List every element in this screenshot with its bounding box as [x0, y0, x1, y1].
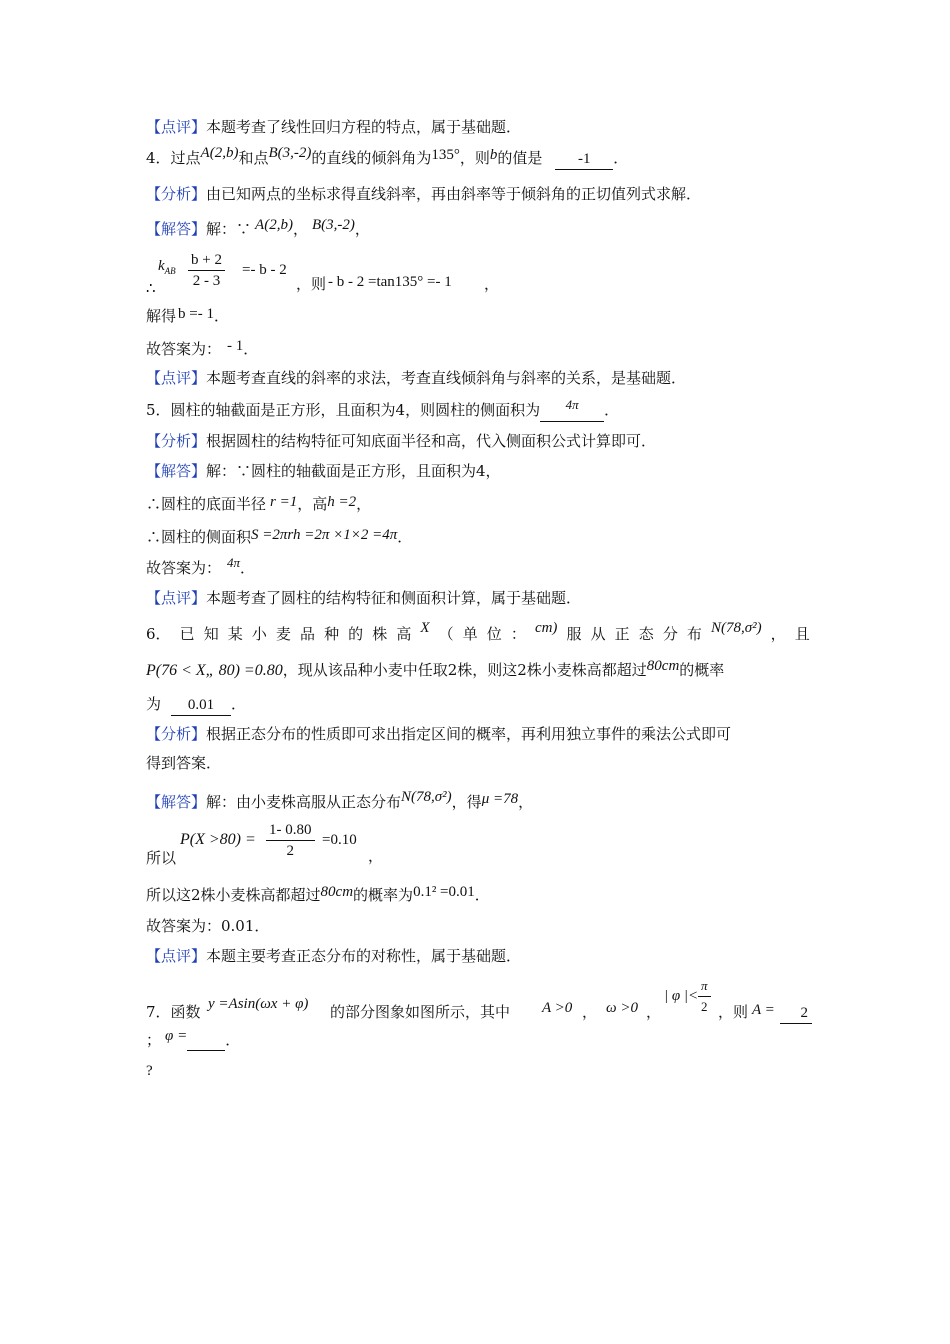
semicolon: ； — [146, 1031, 162, 1049]
analysis-text: 根据圆柱的结构特征可知底面半径和高，代入侧面积公式计算即可． — [206, 432, 657, 450]
question-text: 的值是 — [497, 149, 543, 167]
condition-a: A >0 — [542, 1000, 573, 1016]
solution-text: 解：∵ — [206, 220, 252, 238]
answer-value: 2 — [800, 1005, 808, 1021]
question-char: 已 — [179, 625, 195, 643]
math-x: X — [420, 620, 430, 636]
analysis-tag: 【分析】 — [146, 432, 207, 450]
fraction-denominator: 2 - 3 — [192, 273, 221, 289]
question-text: ，则 — [718, 1003, 749, 1021]
p7-figure-placeholder — [146, 1060, 810, 1081]
question-text: ，现从该品种小麦中任取2株，则这2株小麦株高都超过 — [282, 661, 647, 679]
p5-answer: 故答案为： 4π． — [146, 555, 256, 577]
therefore-symbol: ∴ — [146, 279, 156, 297]
probability-result: 0.1² =0.01 — [413, 884, 475, 900]
question-char: 正 — [614, 625, 630, 643]
question-char: 分 — [662, 625, 678, 643]
analysis-tag: 【分析】 — [146, 185, 207, 203]
question-text: 5．圆柱的轴截面是正方形，且面积为4，则圆柱的侧面积为 — [146, 401, 541, 419]
question-char: 的 — [348, 625, 364, 643]
prob-rhs: =0.10 — [322, 832, 357, 848]
question-char: 小 — [251, 625, 267, 643]
mu-expression: μ =78 — [481, 791, 519, 807]
fraction-denominator: 2 — [701, 999, 708, 1014]
condition-omega: ω >0 — [606, 1000, 638, 1016]
math-height: 80cm — [320, 884, 354, 900]
question-text: ，则 — [459, 149, 490, 167]
analysis-text: 由已知两点的坐标求得直线斜率，再由斜率等于倾斜角的正切值列式求解． — [206, 185, 702, 203]
solve-expression: b =- 1 — [178, 306, 214, 322]
question-char: 品 — [300, 625, 316, 643]
solution-text: ，高 — [297, 495, 328, 513]
height-expression: h =2 — [327, 494, 357, 510]
p7-question — [146, 980, 810, 1024]
solution-tag: 【解答】 — [146, 220, 207, 238]
k-label: k — [158, 258, 165, 274]
answer-value: 0.01 — [187, 697, 215, 713]
solution-text: 解：由小麦株高服从正态分布 — [206, 793, 402, 811]
question-char: 高 — [396, 625, 412, 643]
p6-analysis — [146, 724, 810, 744]
solve-text: 解得 — [146, 307, 177, 325]
solution-text: ∴圆柱的底面半径 — [146, 495, 267, 513]
p5-analysis — [146, 431, 810, 451]
question-text: 的部分图象如图所示，其中 — [330, 1003, 511, 1021]
solution-tag: 【解答】 — [146, 462, 207, 480]
math-point-a: A(2,b) — [200, 145, 239, 161]
answer-value: 4π — [227, 555, 241, 570]
comma: ， — [368, 847, 384, 865]
p7-question-line2 — [146, 1030, 810, 1051]
p5-question: 5．圆柱的轴截面是正方形，且面积为4，则圆柱的侧面积为 4π ． — [146, 400, 810, 422]
question-char: 服 — [566, 625, 582, 643]
answer-label: 故答案为：0.01． — [146, 917, 270, 935]
question-char: 麦 — [275, 625, 291, 643]
solution-text: 所以这2株小麦株高都超过 — [146, 886, 321, 904]
math-point-a: A(2,b) — [255, 217, 293, 233]
review-text: 本题考查了线性回归方程的特点，属于基础题． — [206, 118, 522, 136]
p6-question-line3: 为 0.01 ． — [146, 694, 810, 716]
then-expression: - b - 2 =tan135° =- 1 — [328, 274, 452, 290]
solution-text: ，得 — [451, 793, 482, 811]
analysis-text: 得到答案． — [146, 754, 222, 772]
question-text: 7．函数 — [146, 1003, 201, 1021]
answer-value: 4π — [565, 397, 579, 412]
p4-question: 4．过点A(2,b)和点B(3,-2)的直线的倾斜角为135°，则b的值是 -1 ． — [146, 148, 810, 170]
p4-slope-line — [146, 250, 810, 300]
k-subscript: AB — [164, 266, 176, 276]
question-char: ： — [510, 625, 526, 643]
solution-text: ∴圆柱的侧面积 — [146, 528, 252, 546]
review-tag: 【点评】 — [146, 589, 207, 607]
p6-solution: 【解答】解：由小麦株高服从正态分布N(78,σ²)，得μ =78， — [146, 789, 534, 811]
p4-answer: 故答案为： - 1． — [146, 338, 259, 358]
p4-review — [146, 368, 810, 388]
question-char: 且 — [794, 625, 810, 643]
prob-lhs: P(X >80) = — [180, 831, 256, 848]
question-text: 4．过点 — [146, 149, 201, 167]
review-text: 本题主要考查正态分布的对称性，属于基础题． — [206, 947, 522, 965]
p3-review — [146, 117, 810, 137]
p6-analysis-cont — [146, 753, 810, 773]
question-char: （ — [438, 625, 454, 643]
review-tag: 【点评】 — [146, 118, 207, 136]
slope-result: =- b - 2 — [242, 262, 287, 278]
p5-review — [146, 588, 810, 608]
question-char: 布 — [686, 625, 702, 643]
radius-expression: r =1 — [270, 494, 298, 510]
math-normal-dist: N(78,σ²) — [710, 620, 762, 636]
question-text: 和点 — [238, 149, 269, 167]
question-char: 单 — [462, 625, 478, 643]
math-k — [158, 256, 176, 281]
answer-label: 故答案为： — [146, 340, 222, 358]
prob-fraction — [266, 820, 315, 861]
review-text: 本题考查了圆柱的结构特征和侧面积计算，属于基础题． — [206, 589, 582, 607]
solution-tag: 【解答】 — [146, 793, 207, 811]
a-equals: A = — [752, 1002, 775, 1018]
slope-fraction — [188, 250, 225, 291]
p4-solve: 解得 b =- 1． — [146, 306, 229, 325]
answer-blank — [171, 694, 231, 716]
analysis-text: 根据正态分布的性质即可求出指定区间的概率，再利用独立事件的乘法公式即可 — [206, 725, 732, 743]
question-char: 种 — [324, 625, 340, 643]
question-text: 6． — [146, 625, 171, 643]
question-char: 位 — [486, 625, 502, 643]
p5-solution — [146, 461, 810, 481]
p6-prob-line — [146, 820, 810, 866]
comma: ， — [484, 275, 500, 293]
question-char: 态 — [638, 625, 654, 643]
function-expression: y =Asin(ωx + φ) — [208, 996, 309, 1012]
missing-figure-mark: ? — [146, 1063, 153, 1079]
solution-text: 的概率为 — [353, 886, 414, 904]
question-char: 知 — [203, 625, 219, 643]
math-point-b: B(3,-2) — [311, 217, 355, 233]
answer-label: 故答案为： — [146, 559, 222, 577]
question-text: 的直线的倾斜角为 — [311, 149, 432, 167]
so-text: 所以 — [146, 849, 177, 867]
review-tag: 【点评】 — [146, 947, 207, 965]
p4-solution: 【解答】解：∵ A(2,b)， B(3,-2)， — [146, 217, 370, 238]
p6-both-line: 所以这2株小麦株高都超过80cm的概率为0.1² =0.01． — [146, 884, 490, 904]
answer-value: -1 — [577, 151, 591, 167]
math-point-b: B(3,-2) — [268, 145, 312, 161]
question-char: ， — [770, 625, 786, 643]
math-b: b — [489, 147, 498, 163]
probability-expression: P(76 < X„ 80) =0.80 — [146, 662, 283, 679]
question-char: 从 — [590, 625, 606, 643]
review-text: 本题考查直线的斜率的求法，考查直线倾斜角与斜率的关系，是基础题． — [206, 369, 687, 387]
question-text: 为 — [146, 695, 162, 713]
question-text: 的概率 — [679, 661, 725, 679]
fraction-denominator: 2 — [286, 843, 294, 859]
solution-text: 解：∵圆柱的轴截面是正方形，且面积为4， — [206, 462, 501, 480]
p6-question-line2 — [146, 660, 810, 681]
math-unit: cm) — [534, 620, 558, 636]
p4-analysis — [146, 184, 810, 204]
p6-answer — [146, 916, 810, 936]
answer-blank — [780, 1002, 812, 1024]
pi-half-fraction — [698, 976, 711, 1017]
period: ． — [225, 1031, 241, 1049]
area-expression: S =2πrh =2π ×1×2 =4π — [251, 527, 398, 543]
p6-review — [146, 946, 810, 966]
math-height: 80cm — [646, 658, 680, 674]
question-char: 某 — [227, 625, 243, 643]
fraction-numerator: 1- 0.80 — [266, 820, 315, 841]
fraction-numerator: b + 2 — [188, 250, 225, 271]
phi-equals: φ = — [165, 1028, 188, 1044]
comma: ， — [582, 1003, 598, 1021]
p5-area-line: ∴圆柱的侧面积S =2πrh =2π ×1×2 =4π． — [146, 527, 413, 546]
condition-phi: | φ |< — [664, 988, 699, 1004]
math-angle: 135° — [431, 147, 460, 163]
answer-blank — [555, 148, 613, 170]
answer-blank — [540, 397, 604, 422]
fraction-numerator: π — [698, 976, 711, 997]
review-tag: 【点评】 — [146, 369, 207, 387]
math-normal-dist: N(78,σ²) — [401, 789, 452, 805]
answer-value: - 1 — [227, 338, 244, 354]
question-char: 株 — [372, 625, 388, 643]
analysis-tag: 【分析】 — [146, 725, 207, 743]
comma: ， — [646, 1003, 662, 1021]
p6-question-line1 — [146, 620, 810, 644]
p5-radius-line: ∴圆柱的底面半径 r =1，高h =2， — [146, 494, 372, 513]
answer-blank — [187, 1030, 225, 1051]
then-text: ，则 — [296, 275, 327, 293]
